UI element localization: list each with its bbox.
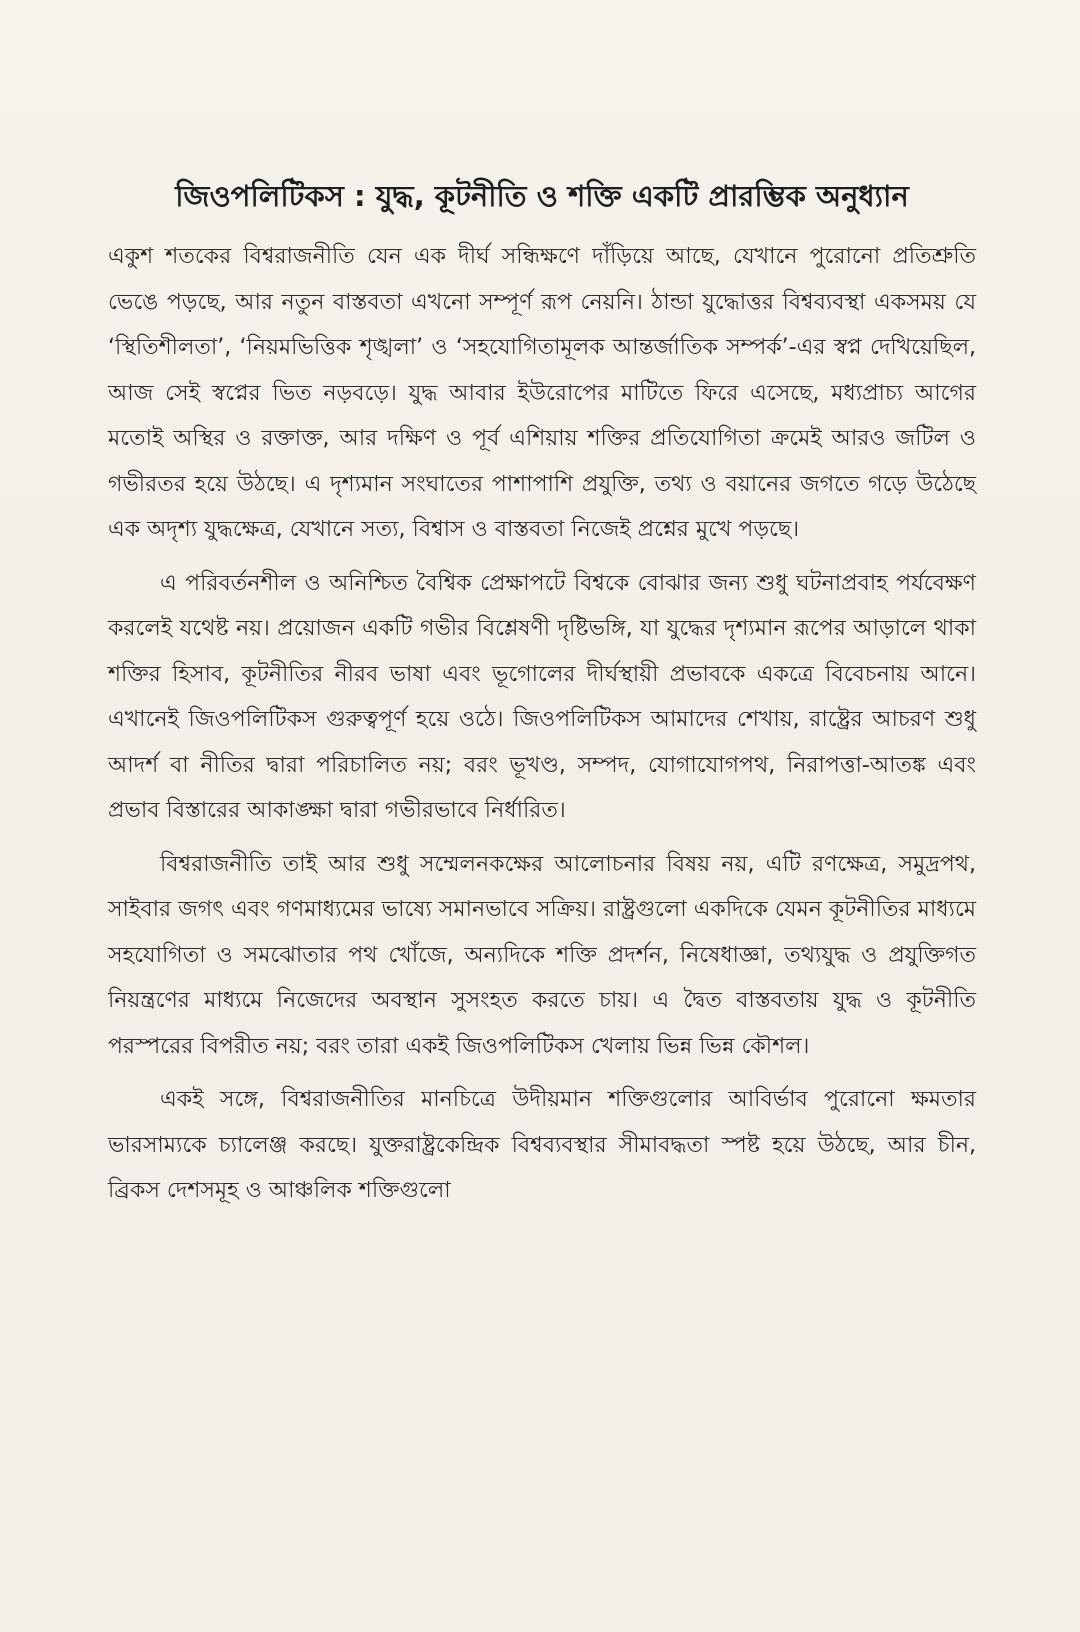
paragraph-4: একই সঙ্গে, বিশ্বরাজনীতির মানচিত্রে উদীয়মান শক্তিগুলোর আবির্ভাব পুরোনো ক্ষমতার ভারসাম্যকে চ্যালেঞ্জ করছে। যুক্তরাষ্ট্রকেন্দ্রিক বিশ্বব্যবস্থার সীমাবদ্ধতা স্পষ্ট হয়ে উঠছে, আর চীন, ব্রিকস দেশসমূহ ও আঞ্চলিক শক্তিগুলো (108, 1087, 976, 1203)
page-content (108, 176, 976, 1222)
paragraph-2: এ পরিবর্তনশীল ও অনিশ্চিত বৈশ্বিক প্রেক্ষাপটে বিশ্বকে বোঝার জন্য শুধু ঘটনাপ্রবাহ পর্যবেক্ষণ করলেই যথেষ্ট নয়। প্রয়োজন একটি গভীর বিশ্লেষণী দৃষ্টিভঙ্গি, যা যুদ্ধের দৃশ্যমান রূপের আড়ালে থাকা শক্তির হিসাব, কূটনীতির নীরব ভাষা এবং ভূগোলের দীর্ঘস্থায়ী প্রভাবকে একত্রে বিবেচনায় আনে। এখানেই জিওপলিটিকস গুরুত্বপূর্ণ হয়ে ওঠে। জিওপলিটিকস আমাদের শেখায়, রাষ্ট্রের আচরণ শুধু আদর্শ বা নীতির দ্বারা পরিচালিত নয়; বরং ভূখণ্ড, সম্পদ, যোগাযোগপথ, নিরাপত্তা-আতঙ্ক এবং প্রভাব বিস্তারের আকাঙ্ক্ষা দ্বারা গভীরভাবে নির্ধারিত। (108, 570, 976, 823)
paragraph-1: একুশ শতকের বিশ্বরাজনীতি যেন এক দীর্ঘ সন্ধিক্ষণে দাঁড়িয়ে আছে, যেখানে পুরোনো প্রতিশ্রুতি ভেঙে পড়ছে, আর নতুন বাস্তবতা এখনো সম্পূর্ণ রূপ নেয়নি। ঠান্ডা যুদ্ধোত্তর বিশ্বব্যবস্থা একসময় যে ‘স্থিতিশীলতা’, ‘নিয়মভিত্তিক শৃঙ্খলা’ ও ‘সহযোগিতামূলক আন্তর্জাতিক সম্পর্ক’-এর স্বপ্ন দেখিয়েছিল, আজ সেই স্বপ্নের ভিত নড়বড়ে। যুদ্ধ আবার ইউরোপের মাটিতে ফিরে এসেছে, মধ্যপ্রাচ্য আগের মতোই অস্থির ও রক্তাক্ত, আর দক্ষিণ ও পূর্ব এশিয়ায় শক্তির প্রতিযোগিতা ক্রমেই আরও জটিল ও গভীরতর হয়ে উঠছে। এ দৃশ্যমান সংঘাতের পাশাপাশি প্রযুক্তি, তথ্য ও বয়ানের জগতে গড়ে উঠেছে এক অদৃশ্য যুদ্ধক্ষেত্র, যেখানে সত্য, বিশ্বাস ও বাস্তবতা নিজেই প্রশ্নের মুখে পড়ছে। (108, 244, 976, 542)
paragraph-3: বিশ্বরাজনীতি তাই আর শুধু সম্মেলনকক্ষের আলোচনার বিষয় নয়, এটি রণক্ষেত্র, সমুদ্রপথ, সাইবার জগৎ এবং গণমাধ্যমের ভাষ্যে সমানভাবে সক্রিয়। রাষ্ট্রগুলো একদিকে যেমন কূটনীতির মাধ্যমে সহযোগিতা ও সমঝোতার পথ খোঁজে, অন্যদিকে শক্তি প্রদর্শন, নিষেধাজ্ঞা, তথ্যযুদ্ধ ও প্রযুক্তিগত নিয়ন্ত্রণের মাধ্যমে নিজেদের অবস্থান সুসংহত করতে চায়। এ দ্বৈত বাস্তবতায় যুদ্ধ ও কূটনীতি পরস্পরের বিপরীত নয়; বরং তারা একই জিওপলিটিকস খেলায় ভিন্ন ভিন্ন কৌশল। (108, 851, 976, 1059)
chapter-title: জিওপলিটিকস : যুদ্ধ, কূটনীতি ও শক্তি একটি প্রারম্ভিক অনুধ্যান (175, 179, 909, 213)
